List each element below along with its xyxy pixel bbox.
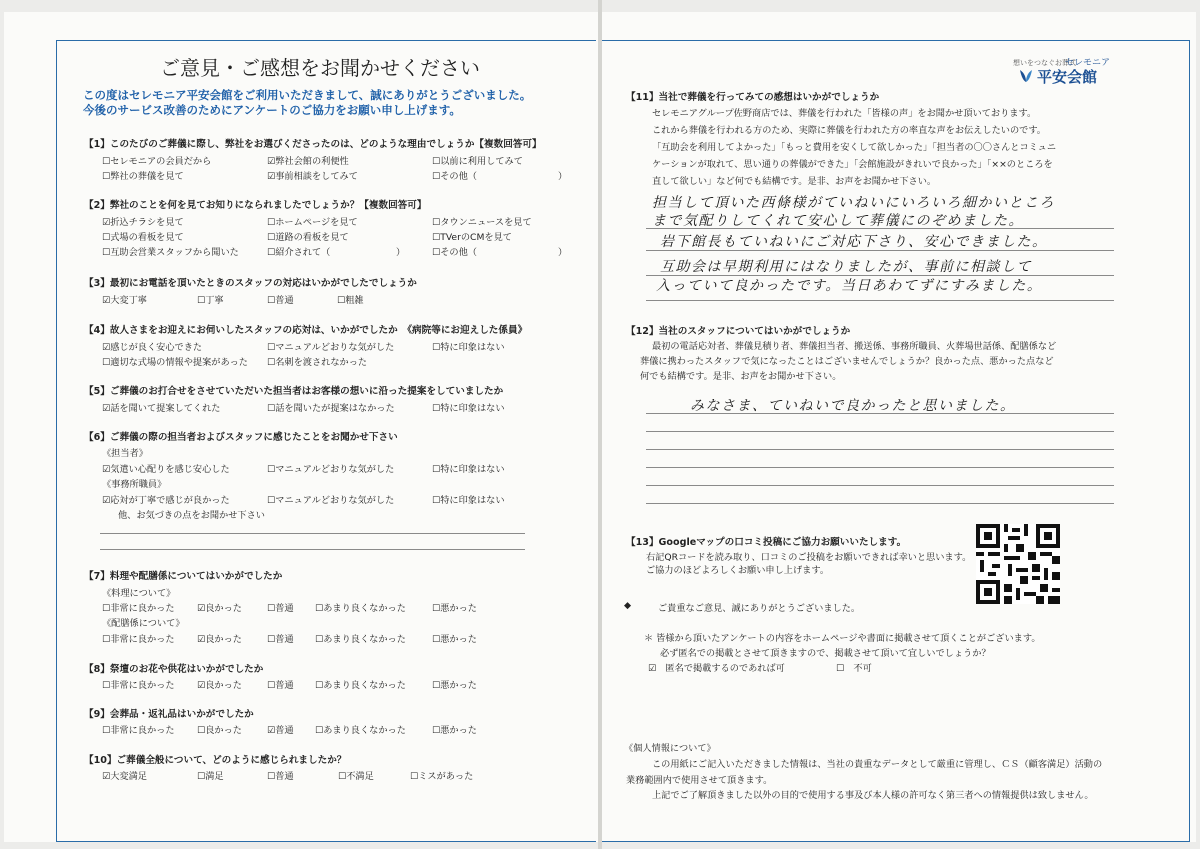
q2-option[interactable]: ☐式場の看板を見て [102, 232, 184, 243]
q2-option[interactable]: ☐ホームページを見て [267, 217, 358, 228]
q7-option[interactable]: ☑良かった [197, 634, 242, 645]
q7-option[interactable]: ☐あまり良くなかった [315, 603, 406, 614]
q2-option-referral[interactable]: ☐紹介されて（ [267, 247, 331, 258]
q7-sub-heading: 《料理について》 [102, 588, 176, 599]
q11-write-line[interactable] [646, 228, 1114, 229]
question-3-label: 【3】最初にお電話を頂いたときのスタッフの対応はいかがでしたでしょうか [84, 278, 417, 289]
q12-body-line: 何でも結構です。是非、お声をお聞かせ下さい。 [640, 371, 842, 382]
q9-option[interactable]: ☑普通 [267, 725, 294, 736]
q6-option[interactable]: ☐マニュアルどおりな気がした [267, 464, 395, 475]
q2-option[interactable]: ☑折込チラシを見て [102, 217, 184, 228]
q12-body-line: 最初の電話応対者、葬儀見積り者、葬儀担当者、搬送係、事務所職員、火葬場世話係、配膳係など [652, 341, 1057, 352]
q5-option[interactable]: ☐特に印象はない [432, 403, 505, 414]
q11-handwritten-line: 担当して頂いた西條様がていねいにいろいろ細かいところ [652, 195, 1055, 211]
privacy-body-line: 業務範囲内で使用させて頂きます。 [626, 775, 773, 786]
q10-option[interactable]: ☐不満足 [338, 771, 374, 782]
q7-option[interactable]: ☐普通 [267, 634, 294, 645]
q9-option[interactable]: ☐悪かった [432, 725, 477, 736]
q8-option[interactable]: ☐悪かった [432, 680, 477, 691]
q10-option[interactable]: ☐満足 [197, 771, 224, 782]
q1-option[interactable]: ☑事前相談をしてみて [267, 171, 358, 182]
q4-option[interactable]: ☐マニュアルどおりな気がした [267, 342, 395, 353]
q6-option[interactable]: ☑応対が丁寧で感じが良かった [102, 495, 230, 506]
q10-option[interactable]: ☐ミスがあった [410, 771, 474, 782]
q2-referral-close: ） [396, 247, 406, 258]
question-5-label: 【5】ご葬儀のお打合せをさせていただいた担当者はお客様の想いに沿った提案をしていましたか [84, 386, 504, 397]
q2-option-other[interactable]: ☐その他（ [432, 247, 477, 258]
q10-option[interactable]: ☐普通 [267, 771, 294, 782]
q1-option-other[interactable]: ☐その他（ [432, 171, 477, 182]
q9-option[interactable]: ☐非常に良かった [102, 725, 175, 736]
q7-option[interactable]: ☐非常に良かった [102, 603, 175, 614]
question-4-label: 【4】故人さまをお迎えにお伺いしたスタッフの応対は、いかがでしたか 《病院等にお迎えした係員》 [84, 325, 528, 336]
q13-body-line: ご協力のほどよろしくお願い申し上げます。 [646, 565, 830, 576]
q11-handwritten-line: 入っていて良かったです。当日あわてずにすみました。 [656, 278, 1043, 294]
q11-handwritten-line: 岩下館長もていねいにご対応下さり、安心できました。 [660, 234, 1048, 250]
q1-option[interactable]: ☐以前に利用してみて [432, 156, 523, 167]
q7-option[interactable]: ☐悪かった [432, 603, 477, 614]
q12-write-line[interactable] [646, 431, 1114, 432]
question-12-label: 【12】当社のスタッフについてはいかがでしょうか [626, 326, 851, 337]
q6-other-prompt: 他、お気づきの点をお聞かせ下さい [118, 510, 265, 521]
question-10-label: 【10】ご葬儀全般について、どのように感じられましたか？ [84, 755, 347, 766]
q7-sub-heading: 《配膳係について》 [102, 618, 185, 629]
page-title: ご意見・ご感想をお聞かせください [160, 56, 480, 80]
q7-option[interactable]: ☐あまり良くなかった [315, 634, 406, 645]
q7-option[interactable]: ☐悪かった [432, 634, 477, 645]
publish-note-line: 必ず匿名での掲載とさせて頂きますので、掲載させて頂いて宜しいでしょうか？ [660, 648, 991, 659]
question-2-label: 【2】弊社のことを何を見てお知りになられましたでしょうか？【複数回答可】 [84, 200, 427, 211]
q8-option[interactable]: ☐非常に良かった [102, 680, 175, 691]
logo-tagline: 想いをつなぐお葬式 [1013, 59, 1076, 67]
q12-write-line[interactable] [646, 485, 1114, 486]
q6-option[interactable]: ☐特に印象はない [432, 495, 505, 506]
q4-option[interactable]: ☐名刺を渡されなかった [267, 357, 368, 368]
q9-option[interactable]: ☐あまり良くなかった [315, 725, 406, 736]
q3-option[interactable]: ☐粗雑 [337, 295, 364, 306]
publish-note-line: ＊ 皆様から頂いたアンケートの内容をホームページや書面に掲載させて頂くことがございます。 [644, 633, 1041, 644]
q6-option[interactable]: ☑気遣い心配りを感じ安心した [102, 464, 230, 475]
privacy-body-line: 上記でご了解頂きました以外の目的で使用する事及び本人様の許可なく第三者への情報提供は致しません。 [652, 790, 1094, 801]
q11-body-line: 「互助会を利用してよかった」「もっと費用を安くして欲しかった」「担当者の〇〇さんとコミュニ [652, 142, 1057, 153]
q6-option[interactable]: ☐マニュアルどおりな気がした [267, 495, 395, 506]
q3-option[interactable]: ☑大変丁寧 [102, 295, 147, 306]
q11-write-line[interactable] [646, 250, 1114, 251]
q5-option[interactable]: ☐話を聞いたが提案はなかった [267, 403, 395, 414]
google-maps-qr-code[interactable] [976, 524, 1060, 604]
q8-option[interactable]: ☐あまり良くなかった [315, 680, 406, 691]
logo-brand: セレモニア [1065, 58, 1111, 68]
q3-option[interactable]: ☐丁寧 [197, 295, 224, 306]
question-1-label: 【1】このたびのご葬儀に際し、弊社をお選びくださったのは、どのような理由でしょうか【複数回答可】 [84, 139, 542, 150]
q6-write-line[interactable] [100, 533, 525, 534]
q6-option[interactable]: ☐特に印象はない [432, 464, 505, 475]
q7-option[interactable]: ☐非常に良かった [102, 634, 175, 645]
q10-option[interactable]: ☑大変満足 [102, 771, 147, 782]
q5-option[interactable]: ☑話を聞いて提案してくれた [102, 403, 221, 414]
q2-option[interactable]: ☐タウンニュースを見て [432, 217, 532, 228]
q8-option[interactable]: ☐普通 [267, 680, 294, 691]
q11-write-line[interactable] [646, 300, 1114, 301]
q11-handwritten-line: まで気配りしてくれて安心して葬儀にのぞめました。 [652, 213, 1024, 229]
q12-write-line[interactable] [646, 467, 1114, 468]
q11-body-line: 直して欲しい」など何でも結構です。是非、お声をお聞かせ下さい。 [652, 176, 937, 187]
q12-write-line[interactable] [646, 503, 1114, 504]
thanks-bullet-icon: ◆ [624, 600, 632, 611]
q4-option[interactable]: ☐適切な式場の情報や提案があった [102, 357, 248, 368]
privacy-heading: 《個人情報について》 [624, 743, 716, 754]
q7-option[interactable]: ☐普通 [267, 603, 294, 614]
question-8-label: 【8】祭壇のお花や供花はいかがでしたか [84, 664, 264, 675]
q6-sub-heading: 《事務所職員》 [102, 479, 167, 490]
q3-option[interactable]: ☐普通 [267, 295, 294, 306]
q11-body-line: ケーションが取れて、思い通りの葬儀ができた」「会館施設がきれいで良かった」「××のところを [652, 159, 1053, 170]
logo-name: 平安会館 [1037, 68, 1098, 86]
intro-line-2: 今後のサービス改善のためにアンケートのご協力をお願い申し上げます。 [83, 103, 461, 117]
question-11-label: 【11】当社で葬儀を行ってみての感想はいかがでしょうか [626, 92, 880, 103]
q11-body-line: セレモニアグループ佐野商店では、葬儀を行われた「皆様の声」をお聞かせ頂いております。 [652, 108, 1037, 119]
q2-other-close: ） [558, 247, 568, 258]
q12-body-line: 葬儀に携わったスタッフで気になったことはございませんでしょうか？良かった点、悪かった点など [640, 356, 1054, 367]
q8-option[interactable]: ☑良かった [197, 680, 242, 691]
question-6-label: 【6】ご葬儀の際の担当者およびスタッフに感じたことをお聞かせ下さい [84, 432, 398, 443]
q11-handwritten-line: 互助会は早期利用にはなりましたが、事前に相談して [660, 259, 1032, 275]
question-9-label: 【9】会葬品・返礼品はいかがでしたか [84, 709, 254, 720]
thanks-message: ご貴重なご意見、誠にありがとうございました。 [658, 603, 861, 614]
question-13-label: 【13】Googleマップの口コミ投稿にご協力お願いいたします。 [626, 537, 907, 548]
q1-option[interactable]: ☑弊社会館の利便性 [267, 156, 349, 167]
q6-sub-heading: 《担当者》 [102, 448, 148, 459]
q7-option[interactable]: ☑良かった [197, 603, 242, 614]
q4-option[interactable]: ☐特に印象はない [432, 342, 505, 353]
q4-option[interactable]: ☑感じが良く安心できた [102, 342, 203, 353]
q2-option[interactable]: ☐互助会営業スタッフから聞いた [102, 247, 239, 258]
publish-allow-anonymous-checkbox[interactable]: ☑ 匿名で掲載するのであれば可 [648, 663, 785, 674]
intro-line-1: この度はセレモニア平安会館をご利用いただきまして、誠にありがとうございました。 [83, 88, 532, 102]
company-logo-icon [1018, 68, 1034, 84]
q1-other-close: ） [558, 171, 568, 182]
q1-option[interactable]: ☐セレモニアの会員だから [102, 156, 212, 167]
q6-write-line[interactable] [100, 549, 525, 550]
q9-option[interactable]: ☐良かった [197, 725, 242, 736]
q2-option[interactable]: ☐道路の看板を見て [267, 232, 349, 243]
q13-body-line: 右記QRコードを読み取り、口コミのご投稿をお願いできれば幸いと思います。 [646, 552, 972, 563]
privacy-body-line: この用紙にご記入いただきました情報は、当社の貴重なデータとして厳重に管理し、ＣＳ（顧客満足）活動の [652, 759, 1103, 770]
publish-deny-checkbox[interactable]: ☐ 不可 [836, 663, 872, 674]
q11-body-line: これから葬儀を行われる方のため、実際に葬儀を行われた方の率直な声をお伝えしたいのです。 [652, 125, 1046, 136]
q12-write-line[interactable] [646, 449, 1114, 450]
q11-write-line[interactable] [646, 275, 1114, 276]
question-7-label: 【7】料理や配膳係についてはいかがでしたか [84, 571, 283, 582]
q12-write-line[interactable] [646, 413, 1114, 414]
q1-option[interactable]: ☐弊社の葬儀を見て [102, 171, 184, 182]
right-page [602, 12, 1196, 842]
q12-handwritten-line: みなさま、ていねいで良かったと思いました。 [690, 398, 1016, 414]
q2-option[interactable]: ☐TVerのCMを見て [432, 232, 512, 243]
